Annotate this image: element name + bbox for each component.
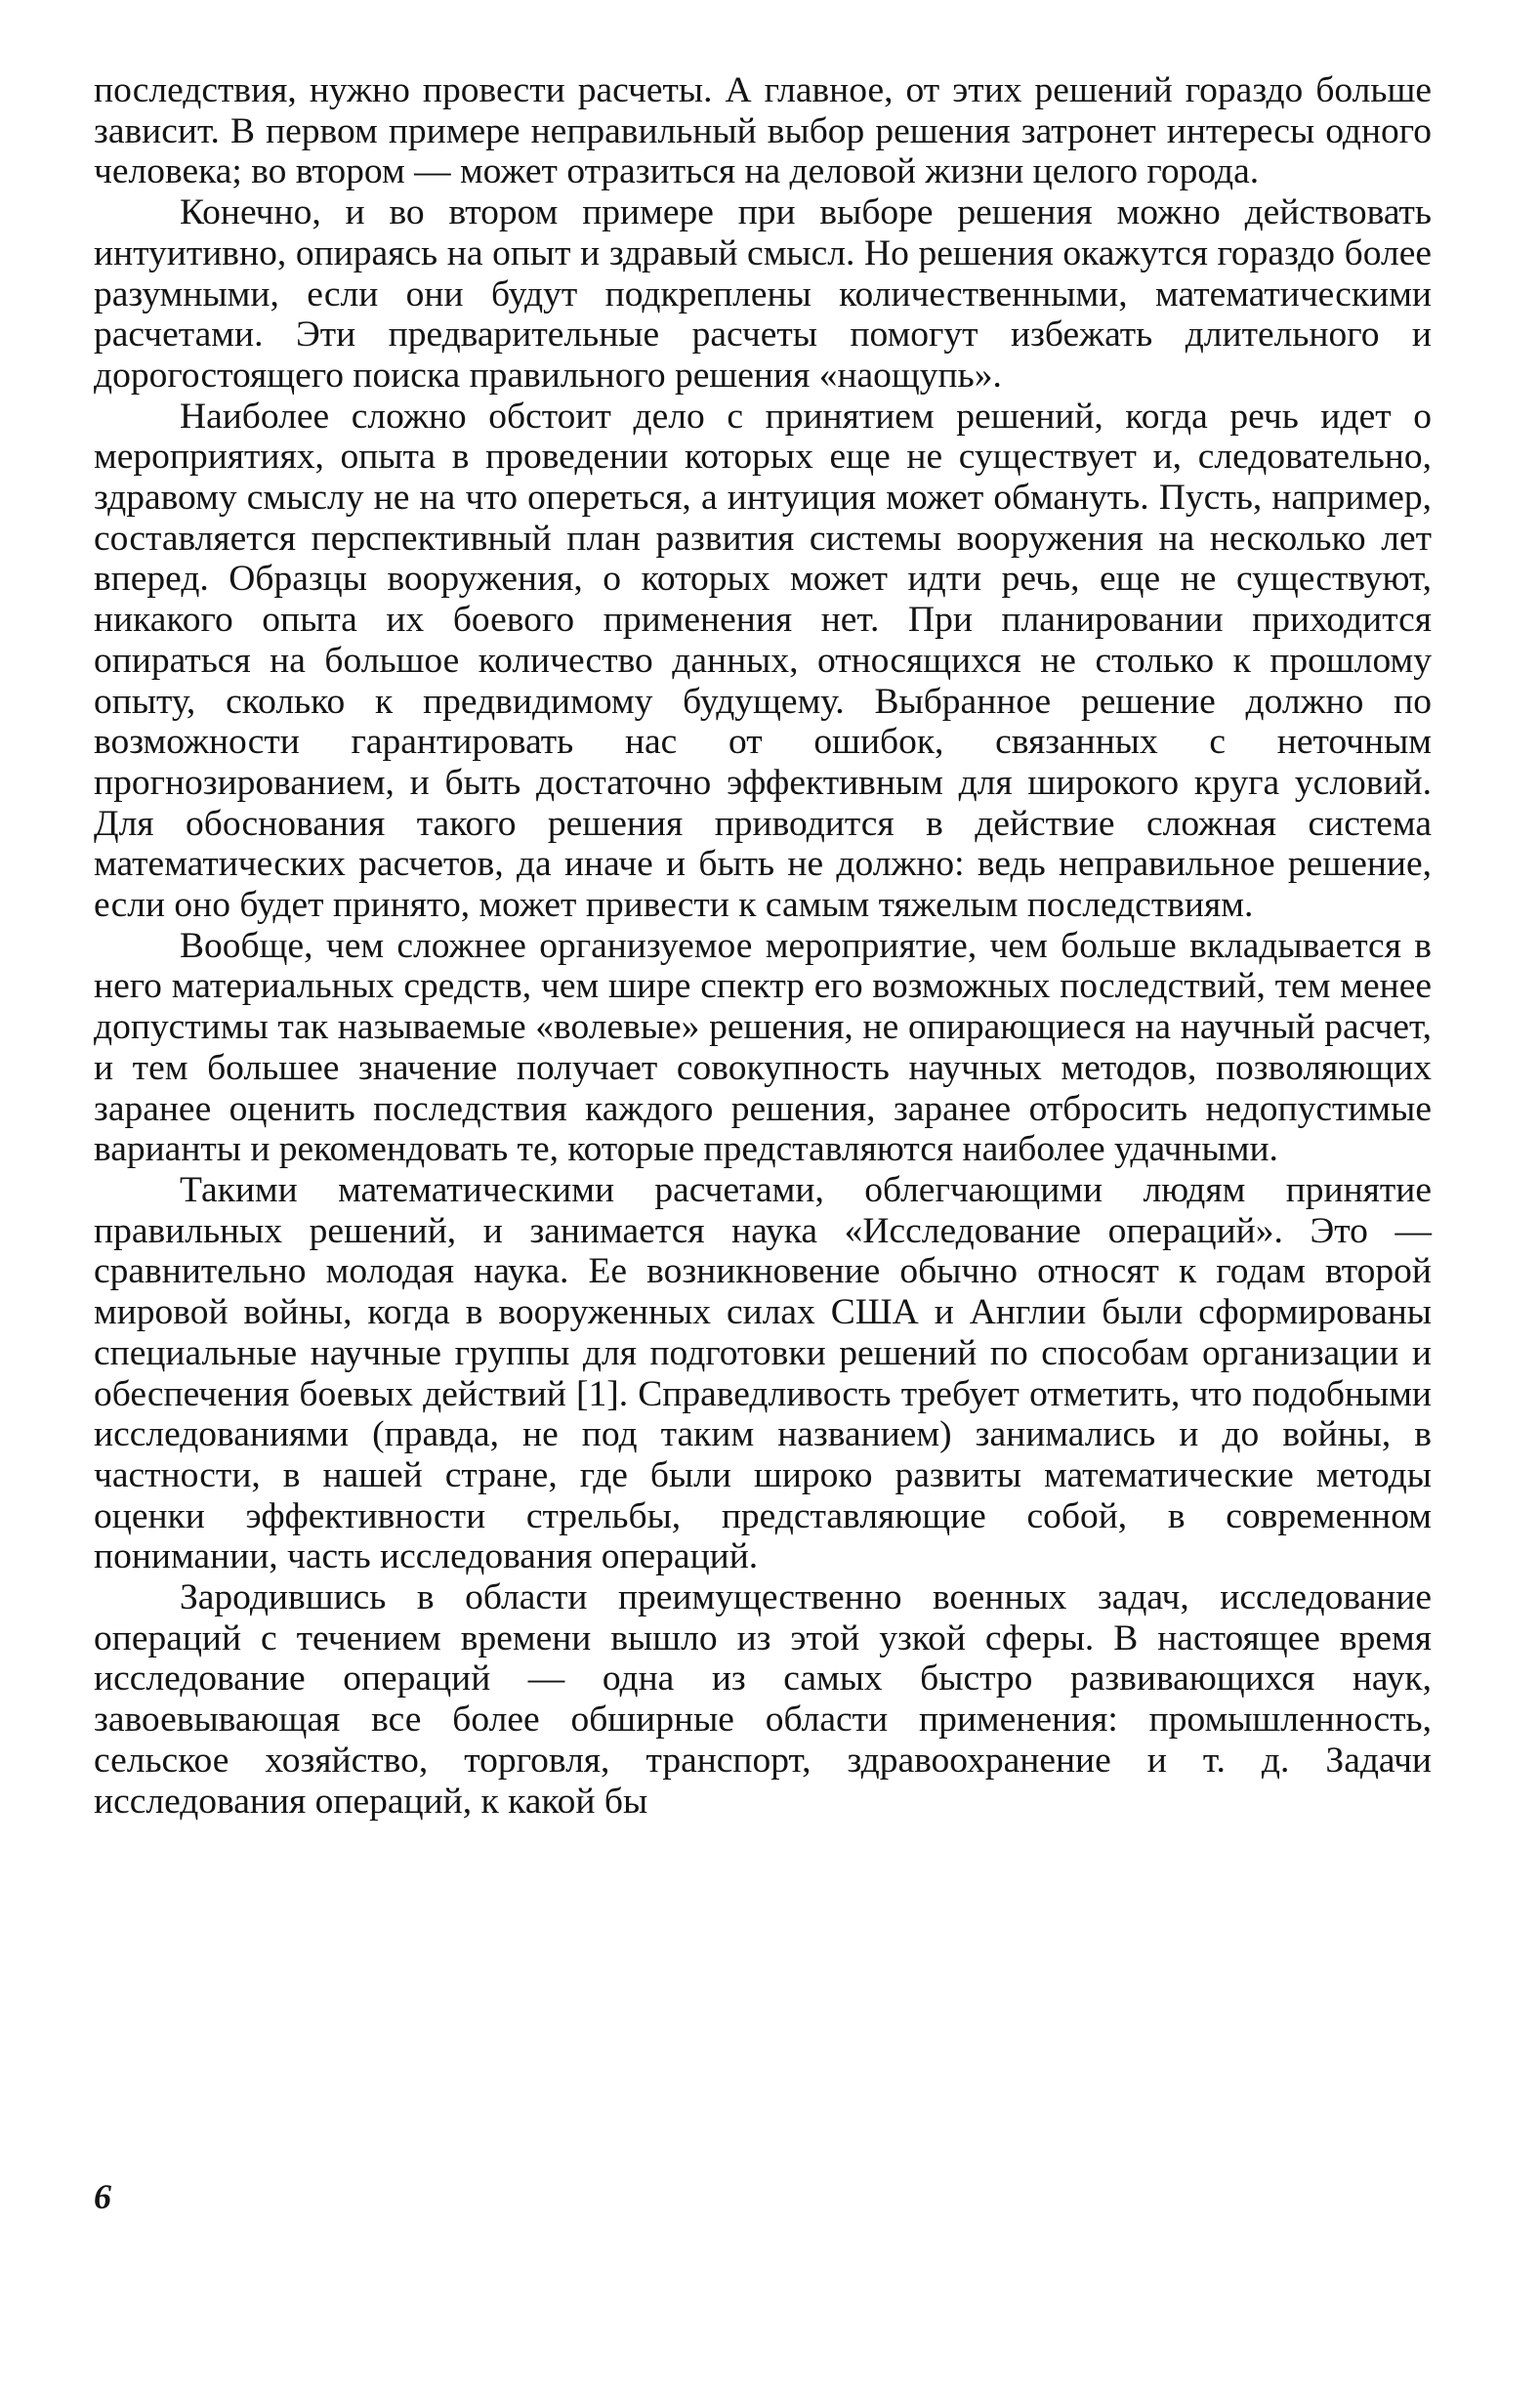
paragraph-1: последствия, нужно провести расчеты. А главное, от этих решений гораздо больше зависит. В первом примере неправильный выбор решения затронет интересы одного человека; во втором — может отразиться на деловой жизни целого города. <box>94 70 1432 192</box>
page-number: 6 <box>94 2177 111 2216</box>
paragraph-4: Вообще, чем сложнее организуемое мероприятие, чем больше вкладывается в него материальных средств, чем шире спектр его возможных последствий, тем менее допустимы так называемые «волевые» решения, не опирающиеся на научный расчет, и тем большее значение получает совокупность научных методов, позволяющих заранее оценить последствия каждого решения, заранее отбросить недопустимые варианты и рекомендовать те, которые представляются наиболее удачными. <box>94 925 1432 1170</box>
paragraph-2: Конечно, и во втором примере при выборе решения можно действовать интуитивно, опираясь на опыт и здравый смысл. Но решения окажутся гораздо более разумными, если они будут подкреплены количественными, математическими расчетами. Эти предварительные расчеты помогут избежать длительного и дорогостоящего поиска правильного решения «наощупь». <box>94 192 1432 396</box>
paragraph-6: Зародившись в области преимущественно военных задач, исследование операций с течением времени вышло из этой узкой сферы. В настоящее время исследование операций — одна из самых быстро развивающихся наук, завоевывающая все более обширные области применения: промышленность, сельское хозяйство, торговля, транспорт, здравоохранение и т. д. Задачи исследования операций, к какой бы <box>94 1577 1432 1822</box>
paragraph-5: Такими математическими расчетами, облегчающими людям принятие правильных решений, и занимается наука «Исследование операций». Это — сравнительно молодая наука. Ее возникновение обычно относят к годам второй мировой войны, когда в вооруженных силах США и Англии были сформированы специальные научные группы для подготовки решений по способам организации и обеспечения боевых действий [1]. Справедливость требует отметить, что подобными исследованиями (правда, не под таким названием) занимались и до войны, в частности, в нашей стране, где были широко развиты математические методы оценки эффективности стрельбы, представляющие собой, в современном понимании, часть исследования операций. <box>94 1169 1432 1577</box>
paragraph-3: Наиболее сложно обстоит дело с принятием решений, когда речь идет о мероприятиях, опыта в проведении которых еще не существует и, следовательно, здравому смыслу не на что опереться, а интуиция может обмануть. Пусть, например, составляется перспективный план развития системы вооружения на несколько лет вперед. Образцы вооружения, о которых может идти речь, еще не существуют, никакого опыта их боевого применения нет. При планировании приходится опираться на большое количество данных, относящихся не столько к прошлому опыту, сколько к предвидимому будущему. Выбранное решение должно по возможности гарантировать нас от ошибок, связанных с неточным прогнозированием, и быть достаточно эффективным для широкого круга условий. Для обоснования такого решения приводится в действие сложная система математических расчетов, да иначе и быть не должно: ведь неправильное решение, если оно будет принято, может привести к самым тяжелым последствиям. <box>94 396 1432 926</box>
page-text <box>94 70 1432 1822</box>
